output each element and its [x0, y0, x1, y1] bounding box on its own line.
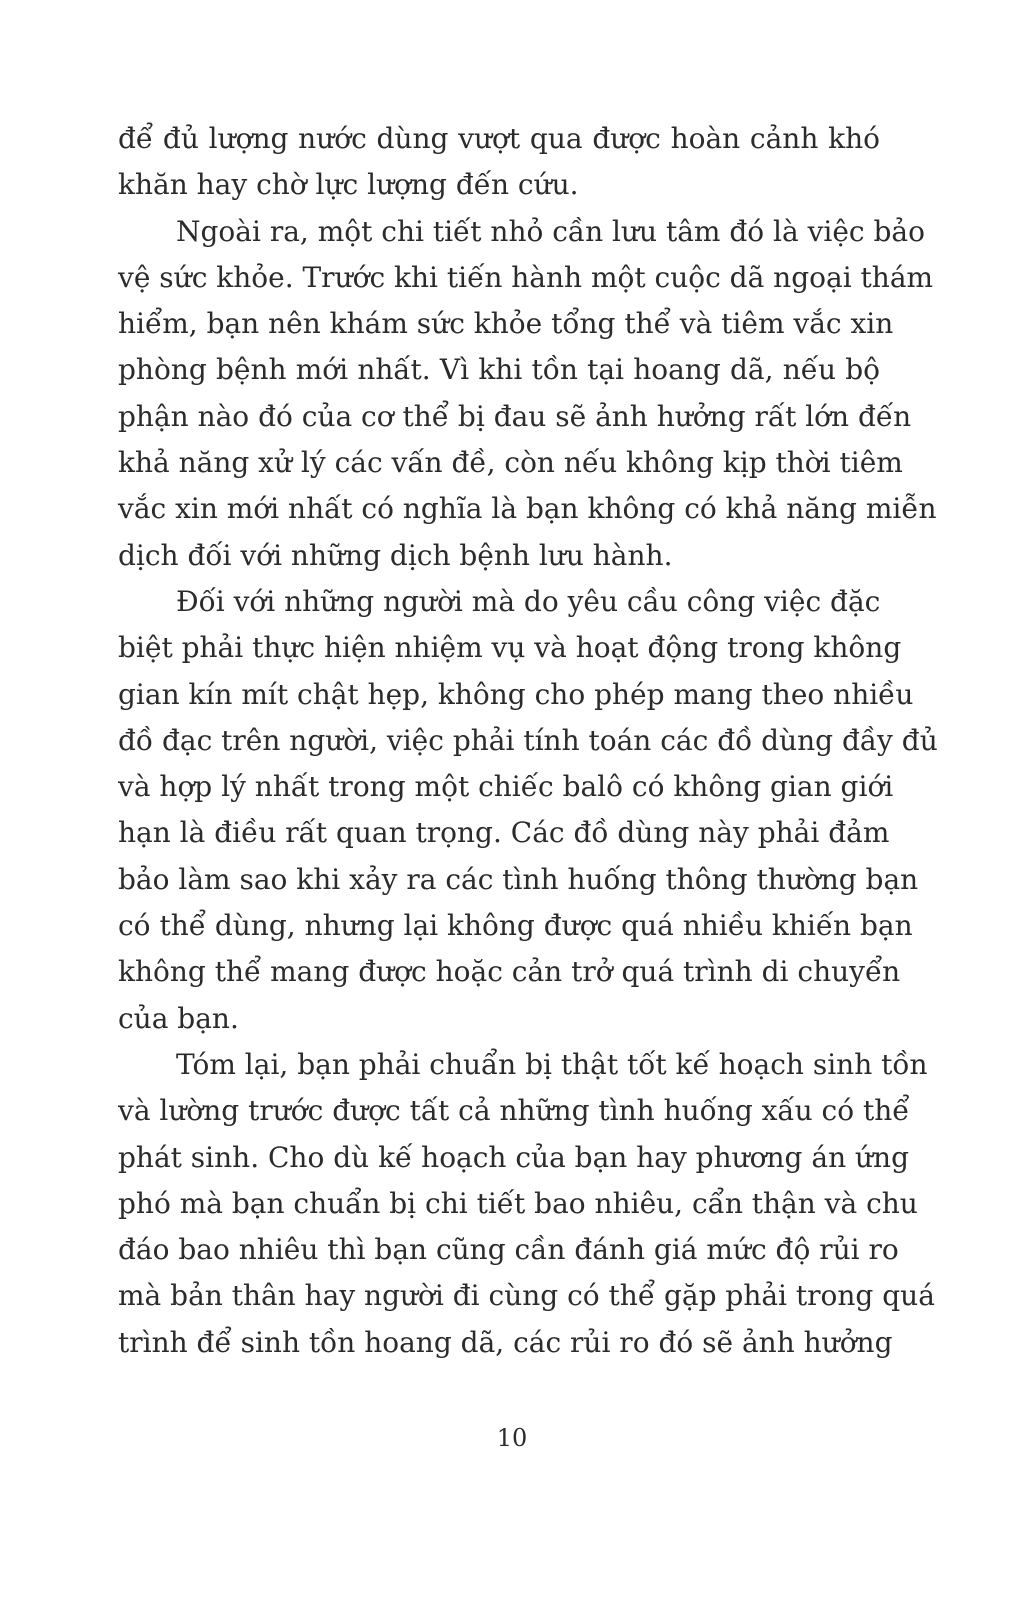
text-line: đáo bao nhiêu thì bạn cũng cần đánh giá mức độ rủi ro — [118, 1233, 899, 1267]
text-line: vắc xin mới nhất có nghĩa là bạn không có khả năng miễn — [118, 492, 937, 526]
text-line: có thể dùng, nhưng lại không được quá nhiều khiến bạn — [118, 909, 913, 943]
text-line: phó mà bạn chuẩn bị chi tiết bao nhiêu, cẩn thận và chu — [118, 1186, 918, 1220]
text-line: để đủ lượng nước dùng vượt qua được hoàn cảnh khó — [118, 122, 880, 155]
text-line: phát sinh. Cho dù kế hoạch của bạn hay phương án ứng — [118, 1140, 909, 1174]
text-line: và hợp lý nhất trong một chiếc balô có không gian giới — [118, 770, 894, 804]
text-line: không thể mang được hoặc cản trở quá trình di chuyển — [118, 955, 901, 989]
text-line: gian kín mít chật hẹp, không cho phép mang theo nhiều — [118, 677, 914, 711]
text-line: mà bản thân hay người đi cùng có thể gặp phải trong quá — [118, 1279, 935, 1313]
text-line: trình để sinh tồn hoang dã, các rủi ro đó sẽ ảnh hưởng — [118, 1325, 893, 1359]
text-line: vệ sức khỏe. Trước khi tiến hành một cuộc dã ngoại thám — [118, 260, 934, 294]
page-number: 10 — [496, 1424, 528, 1452]
text-line: đồ đạc trên người, việc phải tính toán các đồ dùng đầy đủ — [118, 723, 938, 757]
text-line: khả năng xử lý các vấn đề, còn nếu không kịp thời tiêm — [118, 446, 903, 480]
text-line: bảo làm sao khi xảy ra các tình huống thông thường bạn — [118, 862, 919, 896]
body-text — [118, 116, 938, 1366]
text-line: và lường trước được tất cả những tình huống xấu có thể — [118, 1094, 910, 1128]
text-line: dịch đối với những dịch bệnh lưu hành. — [118, 538, 673, 572]
text-line: Đối với những người mà do yêu cầu công việc đặc — [176, 584, 881, 618]
text-line: hiểm, bạn nên khám sức khỏe tổng thể và tiêm vắc xin — [118, 307, 894, 341]
text-line: biệt phải thực hiện nhiệm vụ và hoạt động trong không — [118, 631, 902, 665]
text-line: phận nào đó của cơ thể bị đau sẽ ảnh hưởng rất lớn đến — [118, 399, 912, 433]
text-line: phòng bệnh mới nhất. Vì khi tồn tại hoang dã, nếu bộ — [118, 353, 880, 387]
text-line: của bạn. — [118, 1001, 239, 1035]
text-line: hạn là điều rất quan trọng. Các đồ dùng này phải đảm — [118, 816, 890, 850]
text-line: Ngoài ra, một chi tiết nhỏ cần lưu tâm đó là việc bảo — [176, 214, 925, 248]
text-line: Tóm lại, bạn phải chuẩn bị thật tốt kế hoạch sinh tồn — [176, 1047, 928, 1081]
text-line: khăn hay chờ lực lượng đến cứu. — [118, 168, 579, 202]
